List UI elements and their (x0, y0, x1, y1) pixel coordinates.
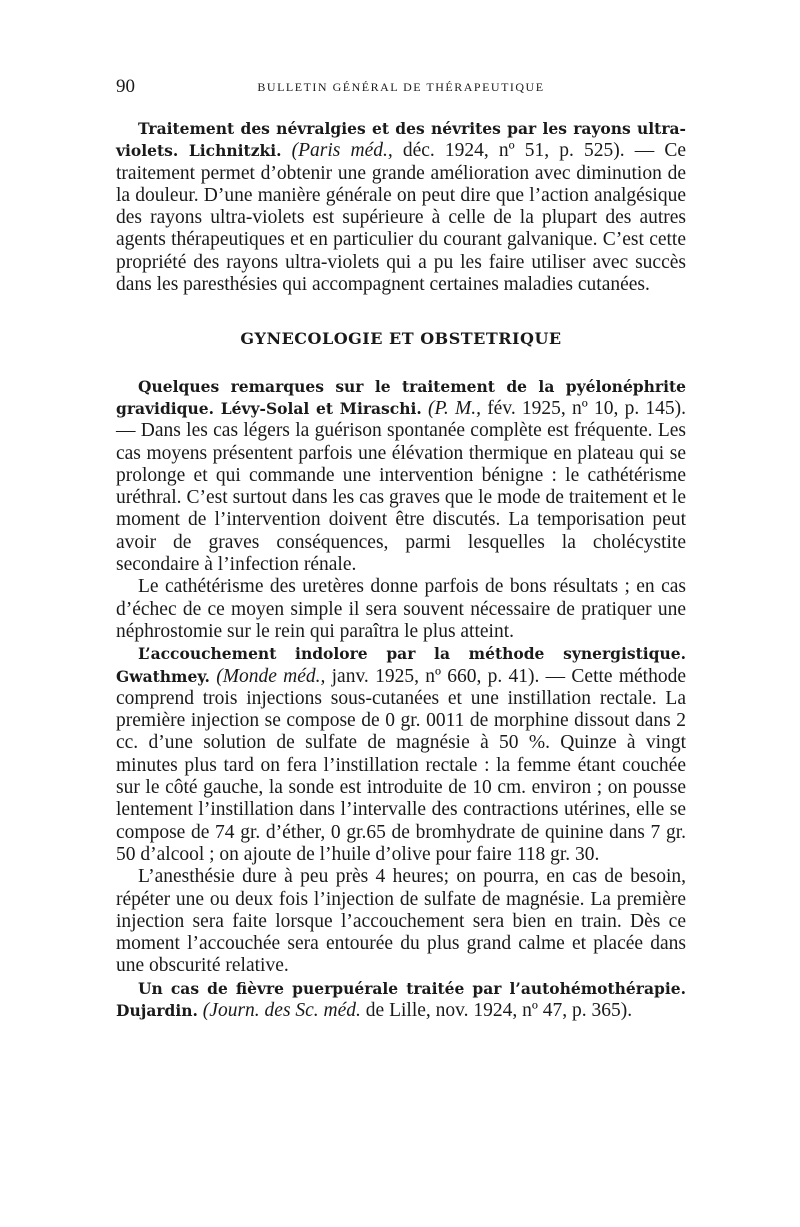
section-heading: GYNECOLOGIE ET OBSTETRIQUE (240, 329, 562, 349)
page-content (116, 118, 686, 1022)
article-body: Cette méthode comprend trois injections sous-cutanées et une instillation rectale. La première injection se compose de 0 gr. 0011 de morphine dissout dans 2 cc. d’une solution de sulfate de magnésie à 50 %. Quinze à vingt minutes plus tard on fera l’instillation rectale : la femme étant couchée sur le côté gauche, la sonde est introduite de 10 cm. environ ; on pousse lentement l’instillation dans l’intervalle des contractions utérines, elle se compose de 74 gr. d’éther, 0 gr.65 de bromhydrate de quinine dans 7 gr. 50 d’alcool ; on ajoute de l’huile d’olive pour faire 118 gr. 30. (116, 665, 686, 865)
article-paragraph (116, 643, 686, 866)
article-source: (Journ. des Sc. méd. (202, 999, 361, 1021)
page-header (116, 76, 686, 100)
article-reference: fév. 1925, nº 10, p. 145). (487, 397, 687, 419)
running-title: BULLETIN GÉNÉRAL DE THÉRAPEUTIQUE (257, 80, 545, 94)
article-paragraph: Le cathétérisme des uretères donne parfois de bons résultats ; en cas d’échec de ce moyen simple il sera souvent nécessaire de pratiquer une néphrostomie sur le rein qui paraîtra le plus atteint. (116, 576, 686, 642)
article-reference: de Lille, nov. 1924, nº 47, p. 365). (365, 999, 633, 1021)
page-number: 90 (116, 76, 135, 97)
article-paragraph (116, 118, 686, 296)
article-title: Traitement des névralgies et des névrites par les rayons ultra-violets. Lichnitzki. (116, 119, 686, 161)
article-title: L’accouchement indolore par la méthode synergistique. Gwathmey. (116, 644, 686, 686)
article-body: — Dans les cas légers la guérison spontanée complète est fréquente. Les cas moyens présentent parfois une élévation thermique en plateau qui se prolonge et qui commande une intervention bénigne : le cathétérisme uréthral. C’est surtout dans les cas graves que le mode de traitement et le moment de l’intervention doivent être discutés. La temporisation peut avoir de graves conséquences, parmi lesquelles la cholécystite secondaire à l’infection rénale. (116, 420, 686, 576)
article-source: (Paris méd., (291, 140, 393, 162)
article-reference: janv. 1925, nº 660, p. 41). — (331, 665, 566, 687)
article-paragraph (116, 978, 686, 1023)
article-source: (P. M., (428, 397, 481, 419)
article-body: Ce traitement permet d’obtenir une grande amélioration avec diminution de la douleur. D’une manière générale on peut dire que l’action analgésique des rayons ultra-violets est supérieure à celle de la plupart des autres agents thérapeutiques et en particulier du courant galvanique. C’est cette propriété des rayons ultra-violets qui a pu les faire utiliser avec succès dans les paresthésies qui accompagnent certaines maladies cutanées. (116, 140, 686, 296)
article-paragraph: L’anesthésie dure à peu près 4 heures; on pourra, en cas de besoin, répéter une ou deux fois l’injection de sulfate de magnésie. La première injection sera faite lorsque l’accouchement sera bien en train. Dès ce moment l’accouchée sera entourée du plus grand calme et placée dans une obscurité relative. (116, 866, 686, 977)
article-title: Un cas de fièvre puerpuérale traitée par l’autohémothérapie. Dujardin. (116, 978, 686, 1020)
article-paragraph (116, 376, 686, 577)
article-title: Quelques remarques sur le traitement de la pyélonéphrite gravidique. Lévy-Solal et Miraschi. (116, 376, 686, 418)
article-source: (Monde méd., (216, 665, 326, 687)
article-reference: déc. 1924, nº 51, p. 525). — (402, 140, 655, 162)
